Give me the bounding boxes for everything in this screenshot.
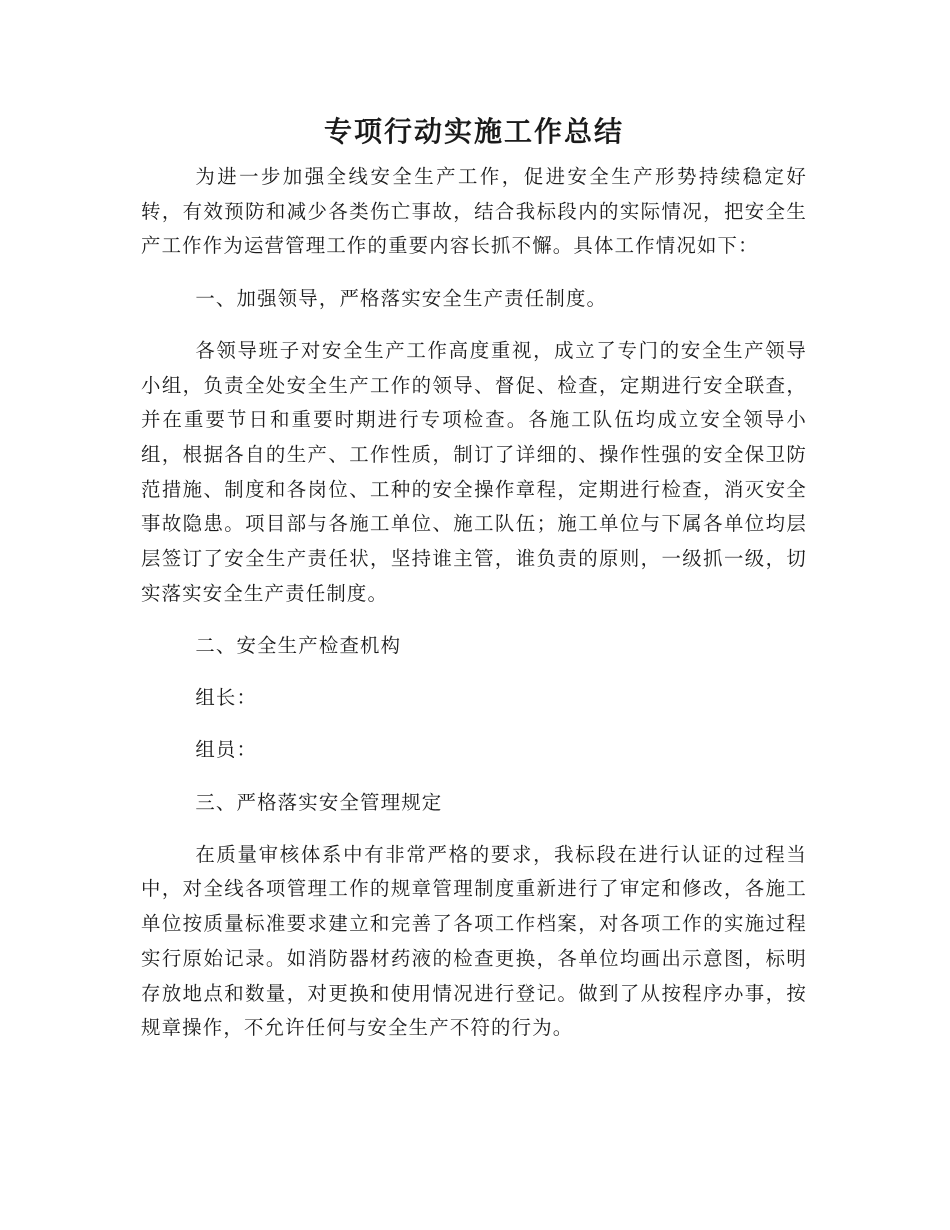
section-1-body: 各领导班子对安全生产工作高度重视，成立了专门的安全生产领导小组，负责全处安全生产工作的领导、督促、检查，定期进行安全联查，并在重要节日和重要时期进行专项检查。各施工队伍均成立安全领导小组，根据各自的生产、工作性质，制订了详细的、操作性强的安全保卫防范措施、制度和各岗位、工种的安全操作章程，定期进行检查，消灭安全事故隐患。项目部与各施工单位、施工队伍；施工单位与下属各单位均层层签订了安全生产责任状，坚持谁主管，谁负责的原则，一级抓一级，切实落实安全生产责任制度。 [141, 338, 807, 605]
intro-paragraph: 为进一步加强全线安全生产工作，促进安全生产形势持续稳定好转，有效预防和减少各类伤亡事故，结合我标段内的实际情况，把安全生产工作作为运营管理工作的重要内容长抓不懈。具体工作情况如下： [141, 165, 807, 258]
group-leader-line: 组长： [195, 686, 258, 710]
section-heading-2: 二、安全生产检查机构 [195, 633, 402, 657]
group-members-line: 组员： [195, 738, 258, 762]
document-page [141, 104, 807, 1063]
section-3-body: 在质量审核体系中有非常严格的要求，我标段在进行认证的过程当中，对全线各项管理工作的规章管理制度重新进行了审定和修改，各施工单位按质量标准要求建立和完善了各项工作档案，对各项工作的实施过程实行原始记录。如消防器材药液的检查更换，各单位均画出示意图，标明存放地点和数量，对更换和使用情况进行登记。做到了从按程序办事，按规章操作，不允许任何与安全生产不符的行为。 [141, 842, 807, 1040]
document-title: 专项行动实施工作总结 [323, 115, 624, 148]
section-heading-3: 三、严格落实安全管理规定 [195, 790, 443, 814]
section-heading-1: 一、加强领导，严格落实安全生产责任制度。 [195, 286, 608, 310]
